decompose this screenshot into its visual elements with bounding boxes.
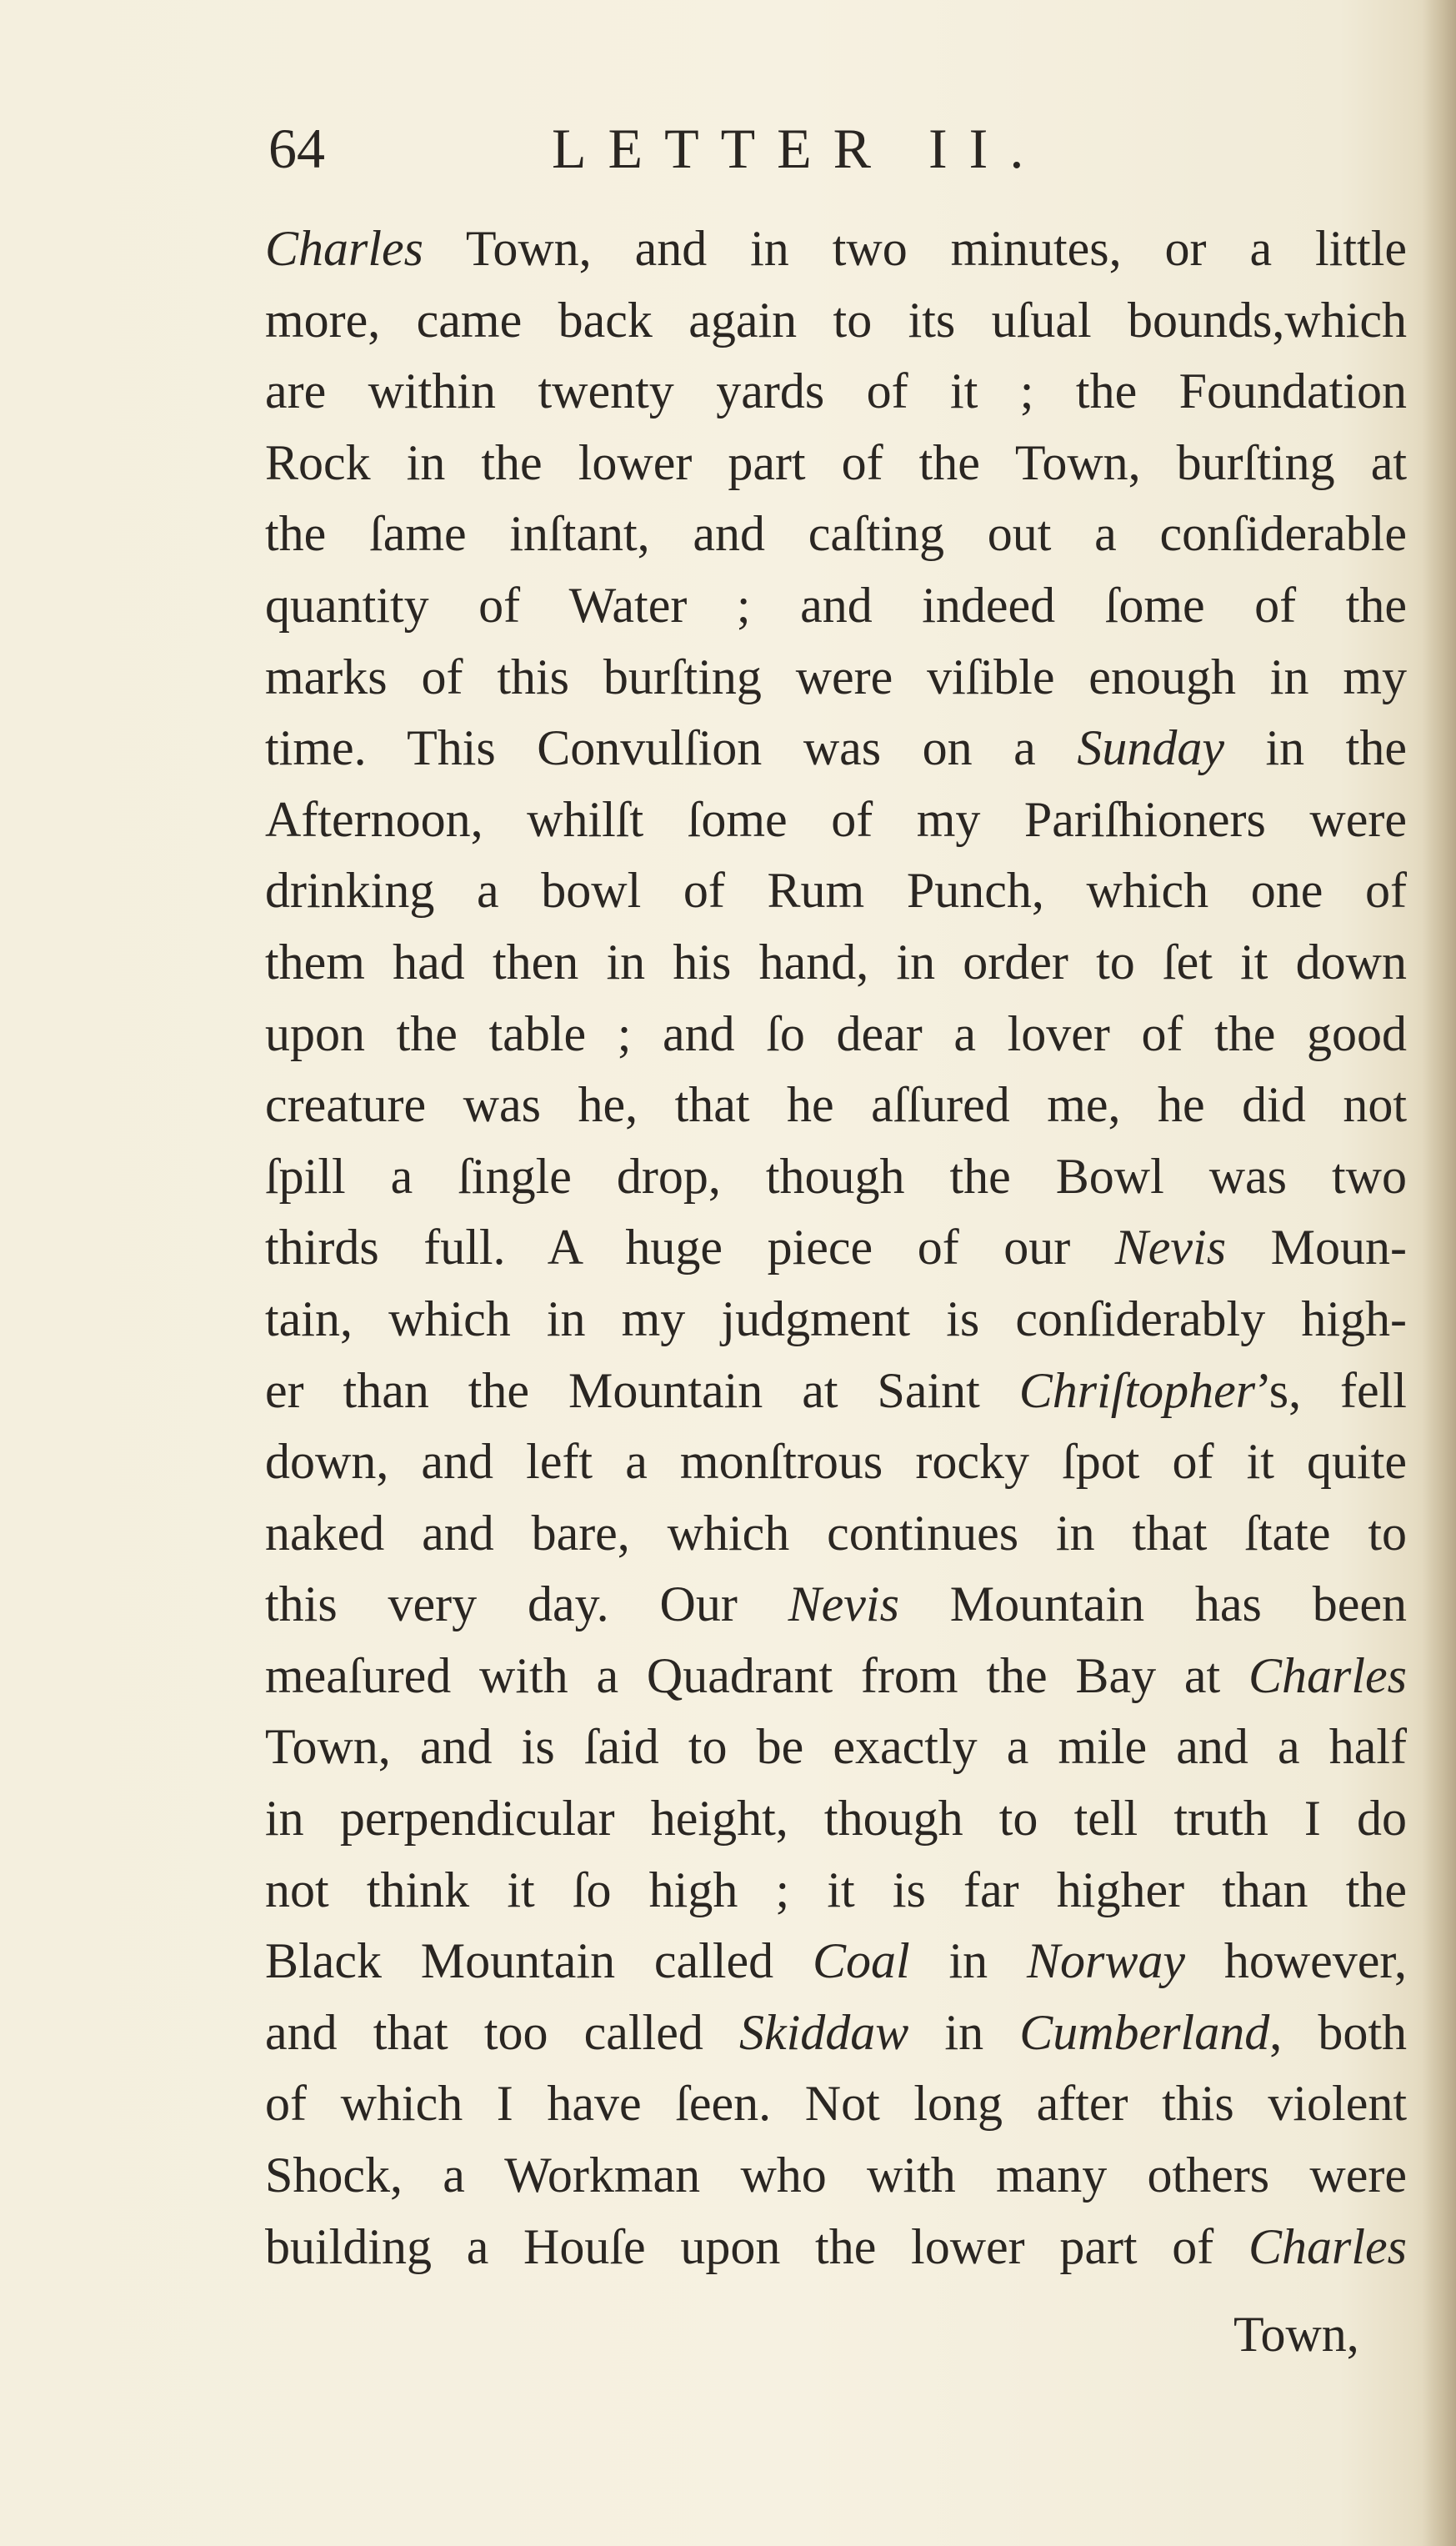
text-run: in perpendicular height, though to tell truth I do — [265, 1791, 1407, 1847]
text-line — [265, 999, 1407, 1070]
text-line — [265, 570, 1407, 642]
text-line — [265, 1926, 1407, 1997]
text-run: marks of this burſting were viſible enough in my — [265, 649, 1407, 704]
text-run: er than the Mountain at Saint — [265, 1362, 1019, 1418]
text-run: in the — [1223, 720, 1407, 776]
text-run: building a Houſe upon the lower part of — [265, 2218, 1248, 2274]
text-run: quantity of Water ; and indeed ſome of the — [265, 577, 1407, 633]
italic-text: Charles — [1248, 1647, 1407, 1703]
text-line — [265, 1855, 1407, 1927]
text-line — [265, 2140, 1407, 2212]
text-run: Town, and is ſaid to be exactly a mile and a half — [265, 1719, 1407, 1775]
text-run: Town, and in two minutes, or a little — [423, 221, 1407, 276]
text-line — [265, 1641, 1407, 1712]
italic-text: Coal — [812, 1933, 910, 1989]
italic-text: Charles — [265, 221, 424, 276]
text-run: meaſured with a Quadrant from the Bay at — [265, 1647, 1248, 1703]
italic-text: Chriſtopher — [1018, 1362, 1256, 1418]
text-line — [265, 499, 1407, 570]
text-line — [265, 285, 1407, 357]
text-run: Shock, a Workman who with many others were — [265, 2148, 1407, 2203]
text-run: them had then in his hand, in order to ſet it down — [265, 934, 1407, 990]
text-run: not think it ſo high ; it is far higher than the — [265, 1862, 1407, 1917]
text-run: thirds full. A huge piece of our — [265, 1220, 1115, 1276]
page-header — [268, 115, 1435, 182]
text-line — [265, 1569, 1407, 1641]
text-line — [265, 2068, 1407, 2140]
text-run: ſpill a ſingle drop, though the Bowl was two — [265, 1148, 1407, 1204]
text-line — [265, 1070, 1407, 1141]
text-run: naked and bare, which continues in that ſtate to — [265, 1505, 1407, 1561]
text-line — [265, 1426, 1407, 1498]
text-run: the ſame inſtant, and caſting out a conſiderable — [265, 506, 1407, 562]
text-run: tain, which in my judgment is conſiderably high- — [265, 1291, 1407, 1346]
text-run: of which I have ſeen. Not long after this violent — [265, 2076, 1407, 2132]
text-run: down, and left a monſtrous rocky ſpot of it quite — [265, 1434, 1407, 1490]
text-run: upon the table ; and ſo dear a lover of the good — [265, 1005, 1407, 1061]
text-run: Moun- — [1226, 1220, 1407, 1276]
text-line — [265, 642, 1407, 714]
text-run: are within twenty yards of it ; the Foundation — [265, 363, 1407, 419]
text-line — [265, 356, 1407, 428]
italic-text: Skiddaw — [738, 2004, 909, 2060]
text-line — [265, 428, 1407, 499]
catchword: Town, — [1233, 2307, 1359, 2362]
text-run: ’s, fell — [1255, 1362, 1407, 1418]
text-line — [265, 1284, 1407, 1356]
running-head: LETTER II. — [552, 117, 1046, 180]
text-run: time. This Convulſion was on a — [265, 720, 1078, 776]
page-number: 64 — [268, 117, 325, 180]
italic-text: Cumberland — [1019, 2004, 1270, 2060]
text-line — [265, 1712, 1407, 1783]
text-run: Mountain has been — [898, 1576, 1407, 1632]
body-text — [265, 213, 1407, 2283]
text-run: in — [908, 2004, 1020, 2060]
text-run: however, — [1185, 1933, 1408, 1989]
text-line — [265, 1783, 1407, 1855]
text-line — [265, 1212, 1407, 1284]
text-line — [265, 1356, 1407, 1427]
text-run: , both — [1269, 2004, 1407, 2060]
text-line — [265, 1141, 1407, 1213]
text-run: more, came back again to its uſual bounds,which — [265, 292, 1407, 348]
text-line — [265, 713, 1407, 784]
text-run: and that too called — [265, 2004, 739, 2060]
text-line — [265, 1997, 1407, 2069]
text-run: in — [909, 1933, 1027, 1989]
text-run: Rock in the lower part of the Town, burſting at — [265, 434, 1407, 490]
italic-text: Norway — [1026, 1933, 1186, 1989]
text-run: drinking a bowl of Rum Punch, which one of — [265, 863, 1407, 919]
text-run: creature was he, that he aſſured me, he did not — [265, 1077, 1407, 1133]
italic-text: Nevis — [1114, 1220, 1227, 1276]
italic-text: Sunday — [1077, 720, 1224, 776]
text-run: this very day. Our — [265, 1576, 788, 1632]
italic-text: Charles — [1248, 2218, 1407, 2274]
italic-text: Nevis — [788, 1576, 899, 1632]
page-edge-shadow — [1423, 0, 1456, 2546]
text-run: Black Mountain called — [265, 1933, 813, 1989]
text-line — [265, 784, 1407, 856]
text-line — [265, 213, 1407, 285]
text-line — [265, 855, 1407, 927]
text-line — [265, 2212, 1407, 2283]
text-run: Afternoon, whilſt ſome of my Pariſhioners were — [265, 791, 1407, 847]
text-line — [265, 1498, 1407, 1570]
text-line — [265, 927, 1407, 999]
